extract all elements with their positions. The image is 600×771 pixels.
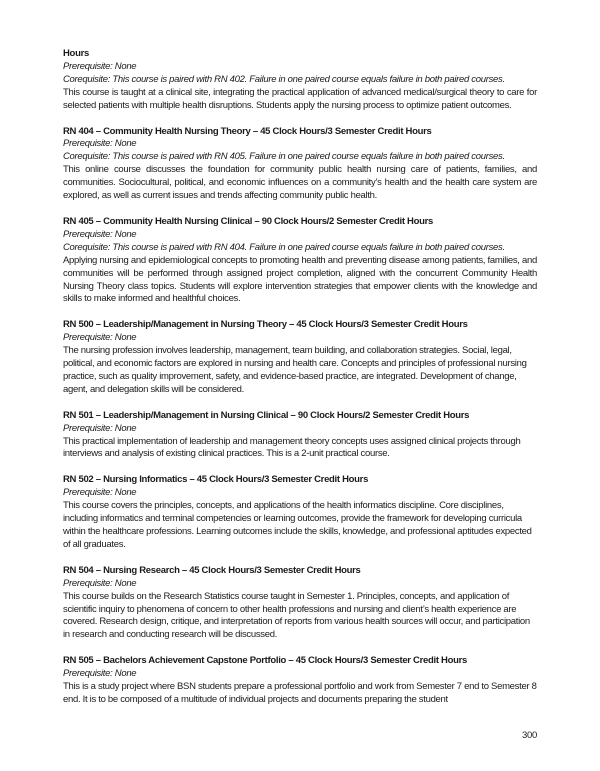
course-description: This practical implementation of leadership and management theory concepts uses assigned clinical projects through interviews and analysis of existing clinical practices. This is a 2-unit practical course.	[63, 435, 521, 460]
course-description: This course is taught at a clinical site, integrating the practical application of advanced medical/surgical theory to care for selected patients with multiple health disruptions. Students apply the nursing process to optimize patient outcomes.	[63, 86, 537, 111]
course-description: Applying nursing and epidemiological concepts to promoting health and preventing disease among patients, families, and communities will be performed through assigned project completion, aligned with the concurrent Community Health Nursing Theory class topics. Students will explore intervention strategies that empower clients with the knowledge and skills to make informed and healthful choices.	[63, 254, 537, 305]
course-title: RN 500 – Leadership/Management in Nursing Theory – 45 Clock Hours/3 Semester Credit Hours	[63, 319, 468, 331]
course-section	[63, 410, 537, 462]
course-title: RN 505 – Bachelors Achievement Capstone Portfolio – 45 Clock Hours/3 Semester Credit Hours	[63, 655, 467, 667]
course-section	[63, 319, 537, 396]
course-section	[63, 216, 537, 306]
course-description: This course covers the principles, concepts, and applications of the health informatics discipline. Core disciplines, including informatics and terminal competencies or learning outcomes, provide the framework for developing curricula within the healthcare professions. Learning outcomes include the skills, knowledge, and professional aptitudes expected of all graduates.	[63, 500, 532, 550]
prerequisite-line: Prerequisite: None	[63, 577, 137, 589]
prerequisite-line: Prerequisite: None	[63, 422, 137, 434]
corequisite-line: Corequisite: This course is paired with RN 402. Failure in one paired course equals failure in both paired courses.	[63, 73, 505, 85]
course-title: RN 502 – Nursing Informatics – 45 Clock Hours/3 Semester Credit Hours	[63, 474, 369, 486]
course-section	[63, 48, 537, 113]
prerequisite-line: Prerequisite: None	[63, 332, 137, 344]
prerequisite-line: Prerequisite: None	[63, 60, 137, 72]
course-section	[63, 565, 537, 642]
course-title: RN 501 – Leadership/Management in Nursing Clinical – 90 Clock Hours/2 Semester Credit Hours	[63, 409, 470, 421]
course-description: This course builds on the Research Statistics course taught in Semester 1. Principles, concepts, and application of scientific inquiry to phenomena of concern to other health professions and nursing and client’s health experience are covered. Research design, critique, and interpretation of reports from various health sources will occur, and participation in research and conducting research will be discussed.	[63, 590, 530, 641]
corequisite-line: Corequisite: This course is paired with RN 404. Failure in one paired course equals failure in both paired courses.	[63, 241, 505, 253]
course-description: The nursing profession involves leadership, management, team building, and collaboration strategies. Social, legal, political, and economic factors are explored in nursing and health care. Concepts and principles of professional nursing practice, such as quality improvement, safety, and evidence-based practice, are integrated. Development of change, agent, and delegation skills will be considered.	[63, 345, 527, 395]
page-number: 300	[522, 730, 537, 741]
prerequisite-line: Prerequisite: None	[63, 668, 137, 680]
prerequisite-line: Prerequisite: None	[63, 487, 137, 499]
course-title: RN 504 – Nursing Research – 45 Clock Hours/3 Semester Credit Hours	[63, 564, 361, 576]
prerequisite-line: Prerequisite: None	[63, 138, 137, 150]
corequisite-line: Corequisite: This course is paired with RN 405. Failure in one paired course equals failure in both paired courses.	[63, 151, 505, 163]
course-description: This is a study project where BSN students prepare a professional portfolio and work from Semester 7 end to Semester 8 end. It is to be composed of a multitude of individual projects and documents preparing the student	[63, 681, 537, 705]
course-section	[63, 126, 537, 203]
course-title: Hours	[63, 48, 89, 59]
course-section	[63, 655, 537, 707]
course-title: RN 405 – Community Health Nursing Clinical – 90 Clock Hours/2 Semester Credit Hours	[63, 215, 433, 227]
course-description: This online course discusses the foundation for community public health nursing care of patients, families, and communities. Sociocultural, political, and economic influences on a community’s health and the health care system are explored, as well as current issues and trends affecting community public health.	[63, 164, 537, 202]
course-section	[63, 474, 537, 551]
course-title: RN 404 – Community Health Nursing Theory – 45 Clock Hours/3 Semester Credit Hours	[63, 125, 432, 137]
prerequisite-line: Prerequisite: None	[63, 228, 137, 240]
